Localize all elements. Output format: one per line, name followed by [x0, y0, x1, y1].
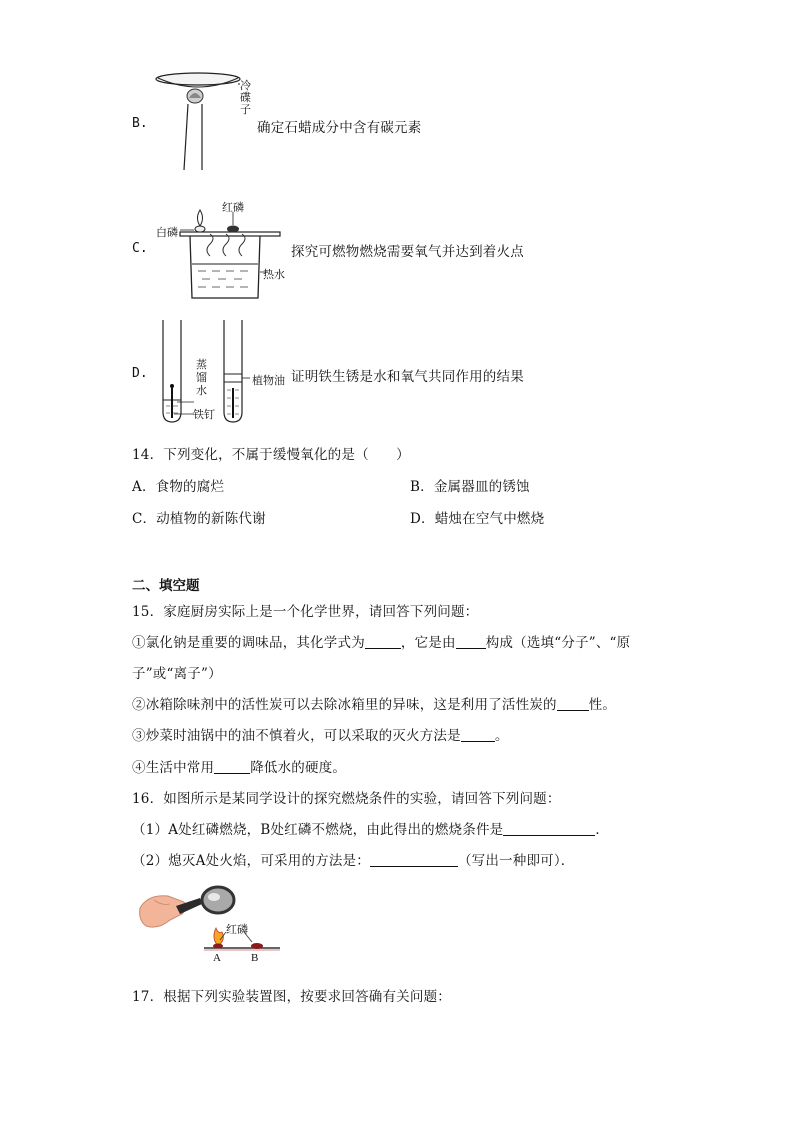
q15-l3b: 性。	[588, 697, 617, 713]
q16-p2b: （写出一种即可）．	[457, 853, 575, 869]
q14-option-b-label: B．	[410, 479, 434, 495]
cold-plate-label: 冷碟子	[240, 79, 251, 116]
q16-p1b: ．	[595, 822, 610, 838]
q14-option-d	[410, 507, 544, 527]
option-d-label: D.	[132, 366, 148, 381]
q17-stem: 17．根据下列实验装置图，按要求回答确有关问题：	[132, 989, 451, 1005]
q16-p2a: （2）熄灭A处火焰，可采用的方法是：	[132, 853, 370, 869]
option-d-text: 证明铁生锈是水和氧气共同作用的结果	[291, 369, 524, 385]
section-title: 二、填空题	[132, 578, 200, 594]
q16-p1a: （1）A处红磷燃烧，B处红磷不燃烧，由此得出的燃烧条件是	[132, 822, 504, 838]
point-a-label: A	[213, 952, 221, 964]
q16-red-phosphorus-label: 红磷	[226, 923, 248, 936]
answer-blank-hardness[interactable]	[214, 761, 250, 774]
option-c-label: C.	[132, 241, 148, 256]
q14-stem: 14．下列变化，不属于缓慢氧化的是（ ）	[132, 447, 410, 463]
q14-option-d-label: D．	[410, 511, 435, 527]
option-b-text: 确定石蜡成分中含有碳元素	[257, 120, 422, 136]
q15-l4b: 。	[494, 728, 509, 744]
q15-l1a: ①氯化钠是重要的调味品，其化学式为	[132, 635, 365, 651]
answer-blank-formula[interactable]	[365, 636, 401, 649]
q15-l5a: ④生活中常用	[132, 760, 215, 776]
q15-stem: 15．家庭厨房实际上是一个化学世界，请回答下列问题：	[132, 604, 479, 620]
q15-line-4	[132, 724, 509, 744]
distilled-water-label: 蒸馏水	[196, 358, 207, 397]
q15-l5b: 降低水的硬度。	[250, 760, 347, 776]
q14-option-a-text: 食物的腐烂	[155, 479, 225, 495]
hot-water-label: 热水	[263, 268, 285, 281]
red-phosphorus-label: 红磷	[222, 201, 244, 214]
point-b-label: B	[251, 952, 259, 964]
q15-l1c: 构成（选填“分子”、“原	[485, 635, 631, 651]
q14-option-d-text: 蜡烛在空气中燃烧	[434, 511, 545, 527]
candle-cold-plate-figure	[150, 70, 250, 172]
q14-option-a-label: A．	[132, 479, 156, 495]
q15-l3a: ②冰箱除味剂中的活性炭可以去除冰箱里的异味，这是利用了活性炭的	[132, 697, 557, 713]
q15-line-1	[132, 631, 630, 651]
q15-l4a: ③炒菜时油锅中的油不慎着火，可以采取的灭火方法是	[132, 728, 461, 744]
q16-stem: 16．如图所示是某同学设计的探究燃烧条件的实验，请回答下列问题：	[132, 791, 561, 807]
q16-part-1	[132, 818, 609, 838]
iron-nail-label: 铁钉	[193, 408, 215, 421]
q16-part-2	[132, 849, 575, 869]
q15-line-3	[132, 693, 616, 713]
q14-option-a	[132, 475, 224, 495]
q14-option-c-label: C．	[132, 511, 157, 527]
q14-option-c	[132, 507, 266, 527]
q14-option-b-text: 金属器皿的锈蚀	[433, 479, 530, 495]
option-c-text: 探究可燃物燃烧需要氧气并达到着火点	[291, 244, 524, 260]
q14-option-c-text: 动植物的新陈代谢	[156, 511, 266, 527]
q15-line-5	[132, 756, 346, 776]
option-b-label: B.	[132, 116, 148, 131]
q14-option-b	[410, 475, 530, 495]
answer-blank-method[interactable]	[370, 854, 458, 867]
answer-blank-particle[interactable]	[456, 636, 486, 649]
answer-blank-condition[interactable]	[503, 823, 595, 836]
white-phosphorus-label: 白磷	[156, 226, 178, 239]
vegetable-oil-label: 植物油	[252, 374, 285, 387]
q15-l1b: ，它是由	[400, 635, 456, 651]
answer-blank-property[interactable]	[557, 698, 589, 711]
answer-blank-extinguish[interactable]	[461, 729, 495, 742]
q15-line-2: 子”或“离子”）	[132, 666, 222, 682]
